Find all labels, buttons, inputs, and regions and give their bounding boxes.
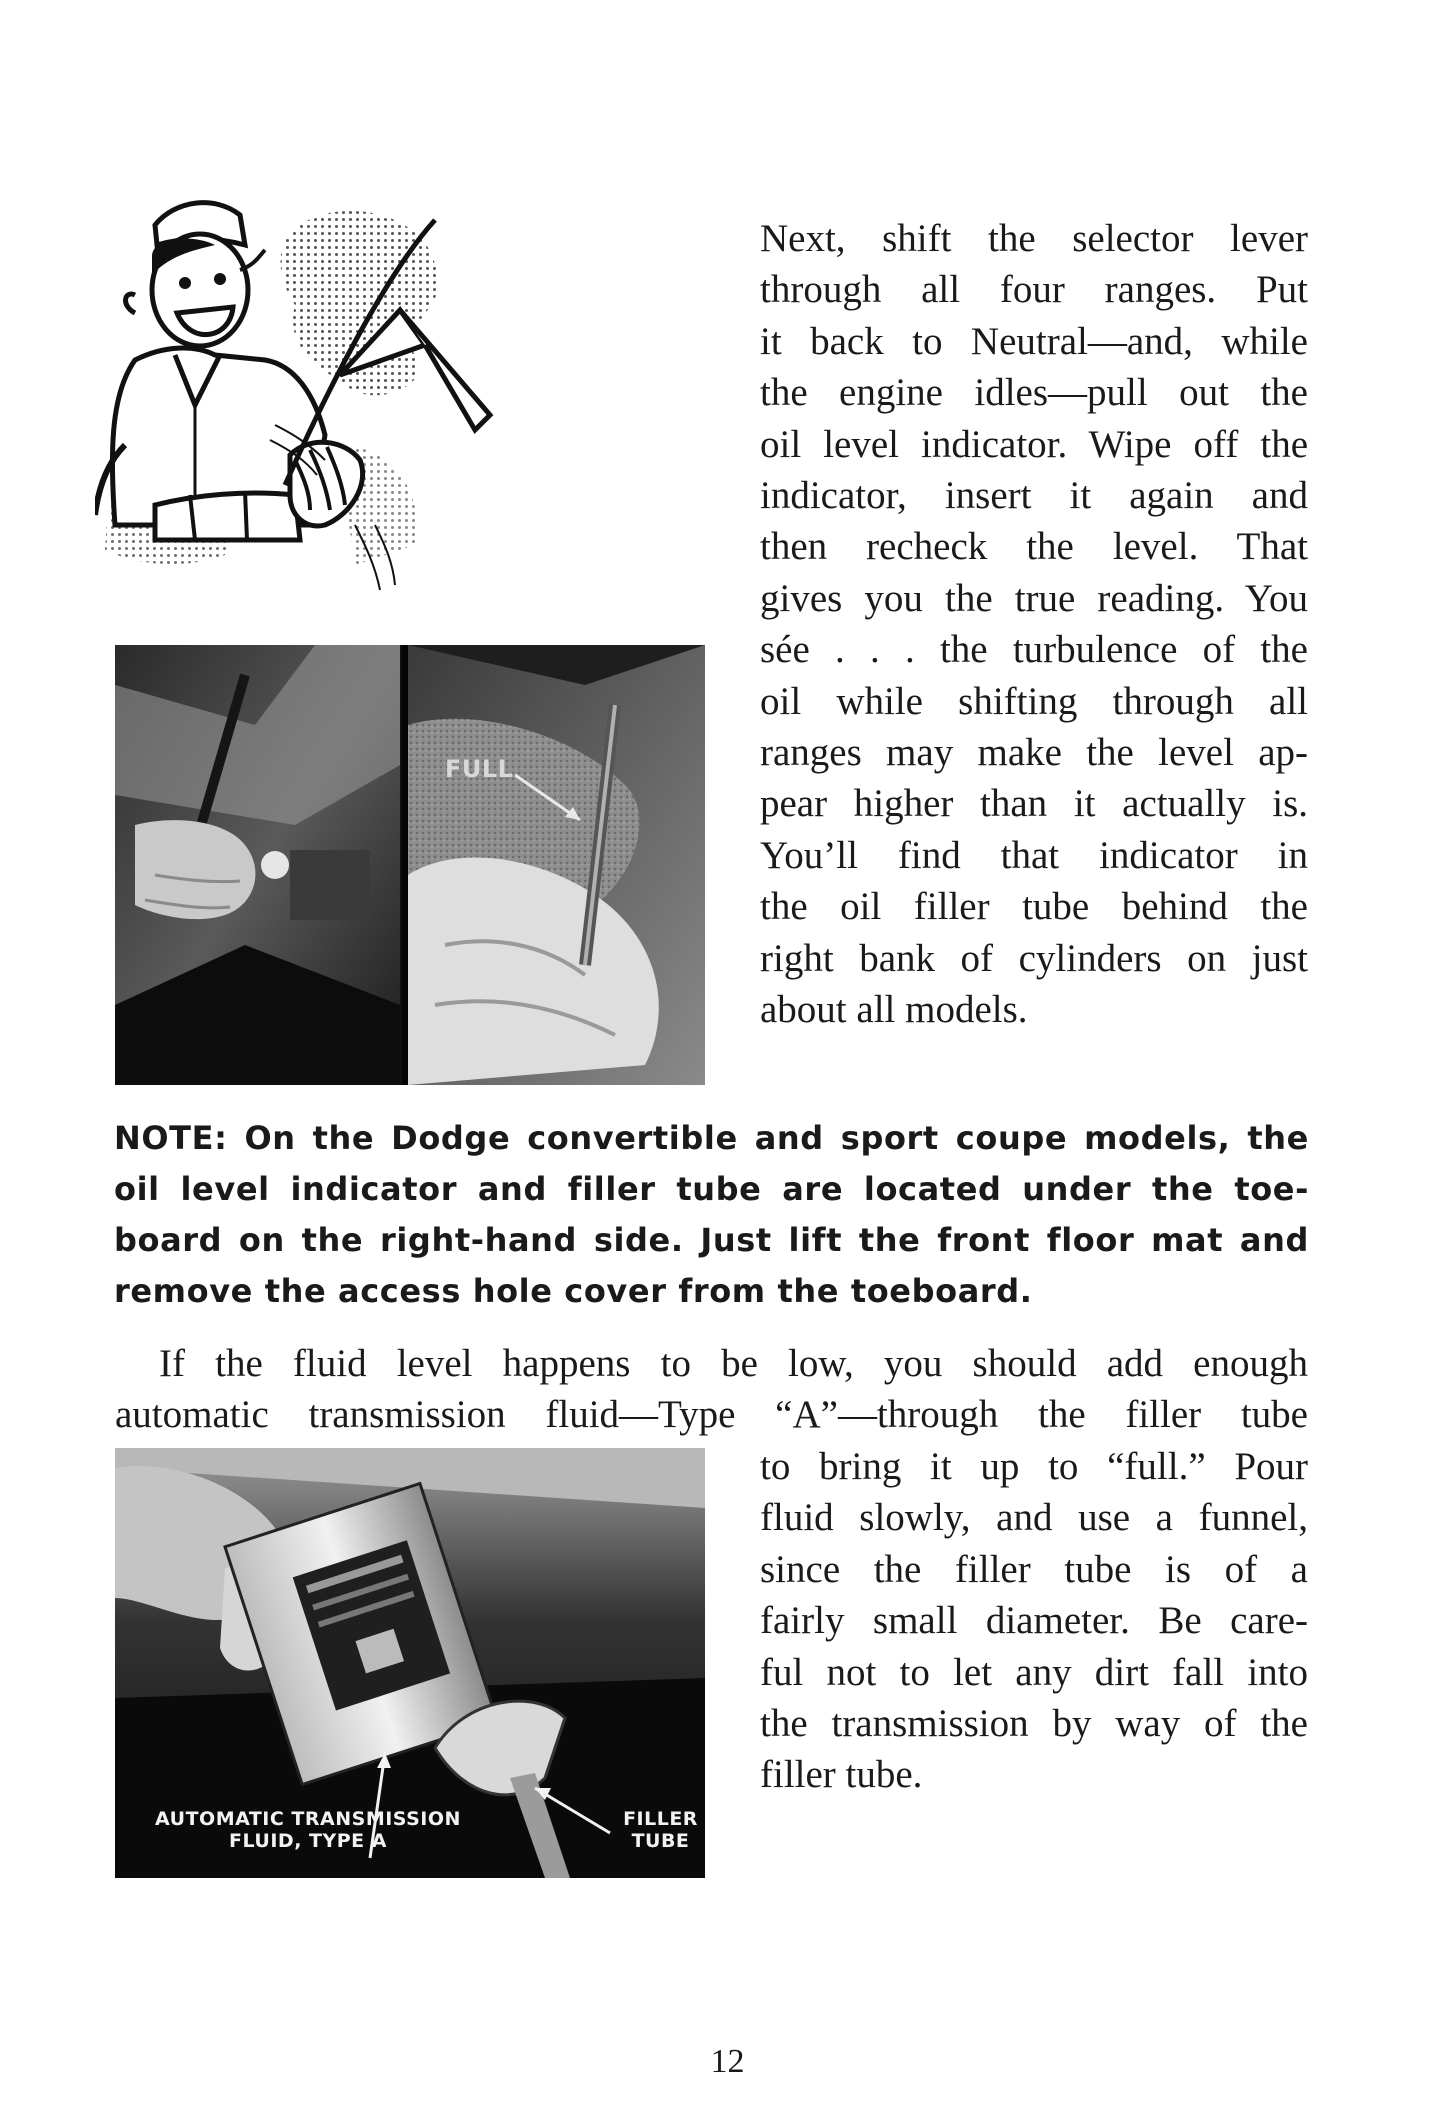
oil-level-indicator-photo <box>115 645 705 1085</box>
paragraph-1-line: sée . . . the turbulence of the <box>760 628 1308 672</box>
filler-caption-line: TUBE <box>631 1830 690 1852</box>
paragraph-1-line: about all models. <box>760 988 1028 1032</box>
paragraph-2-line: since the filler tube is of a <box>760 1547 1308 1591</box>
paragraph-1-line: ranges may make the level ap- <box>760 731 1308 775</box>
attendant-cartoon-illustration <box>95 195 575 605</box>
paragraph-1-line: indicator, insert it again and <box>760 474 1308 518</box>
paragraph-1-line: the engine idles—pull out the <box>760 371 1308 415</box>
paragraph-1-line: oil while shifting through all <box>760 679 1308 723</box>
paragraph-2-line: the transmission by way of the <box>760 1702 1308 1746</box>
note-block: NOTE: On the Dodge convertible and sport coupe models, the oil level indicator and filler tube are located under the toe-board on the right-hand side. Just lift the front floor mat and remove the access hole cover from the toeboard. <box>114 1119 1309 1310</box>
paragraph-1-line: it back to Neutral—and, while <box>760 319 1308 363</box>
paragraph-2-line: fluid slowly, and use a funnel, <box>760 1496 1308 1540</box>
paragraph-fluid-level-narrow <box>760 1441 1308 1801</box>
paragraph-2-line: to bring it up to “full.” Pour <box>760 1445 1308 1488</box>
paragraph-1-line: You’ll find that indicator in <box>760 833 1308 877</box>
paragraph-2-line: filler tube. <box>760 1753 923 1797</box>
filler-tube-caption <box>618 1808 703 1852</box>
full-mark-label: FULL <box>445 755 514 783</box>
paragraph-fluid-level-wide <box>115 1338 1308 1441</box>
filler-caption-line: FILLER <box>623 1808 698 1830</box>
paragraph-1-line: through all four ranges. Put <box>760 268 1308 312</box>
paragraph-1-line: the oil filler tube behind the <box>760 885 1308 929</box>
paragraph-1-line: Next, shift the selector lever <box>760 217 1308 260</box>
paragraph-selector-lever <box>760 213 1308 1036</box>
paragraph-2-line: ful not to let any dirt fall into <box>760 1650 1308 1694</box>
fluid-caption-line: AUTOMATIC TRANSMISSION <box>155 1808 461 1830</box>
paragraph-2-line: automatic transmission fluid—Type “A”—through the filler tube <box>115 1393 1308 1437</box>
fluid-type-a-caption <box>118 1808 498 1852</box>
paragraph-1-line: right bank of cylinders on just <box>760 936 1308 980</box>
fluid-caption-line: FLUID, TYPE A <box>229 1830 387 1852</box>
paragraph-2-line: If the fluid level happens to be low, you should add enough <box>159 1342 1308 1385</box>
page-number: 12 <box>710 2043 745 2080</box>
paragraph-1-line: oil level indicator. Wipe off the <box>760 422 1308 466</box>
paragraph-1-line: then recheck the level. That <box>760 525 1308 569</box>
paragraph-1-line: pear higher than it actually is. <box>760 782 1308 826</box>
paragraph-1-line: gives you the true reading. You <box>760 576 1308 620</box>
paragraph-2-line: fairly small diameter. Be care- <box>760 1599 1308 1643</box>
